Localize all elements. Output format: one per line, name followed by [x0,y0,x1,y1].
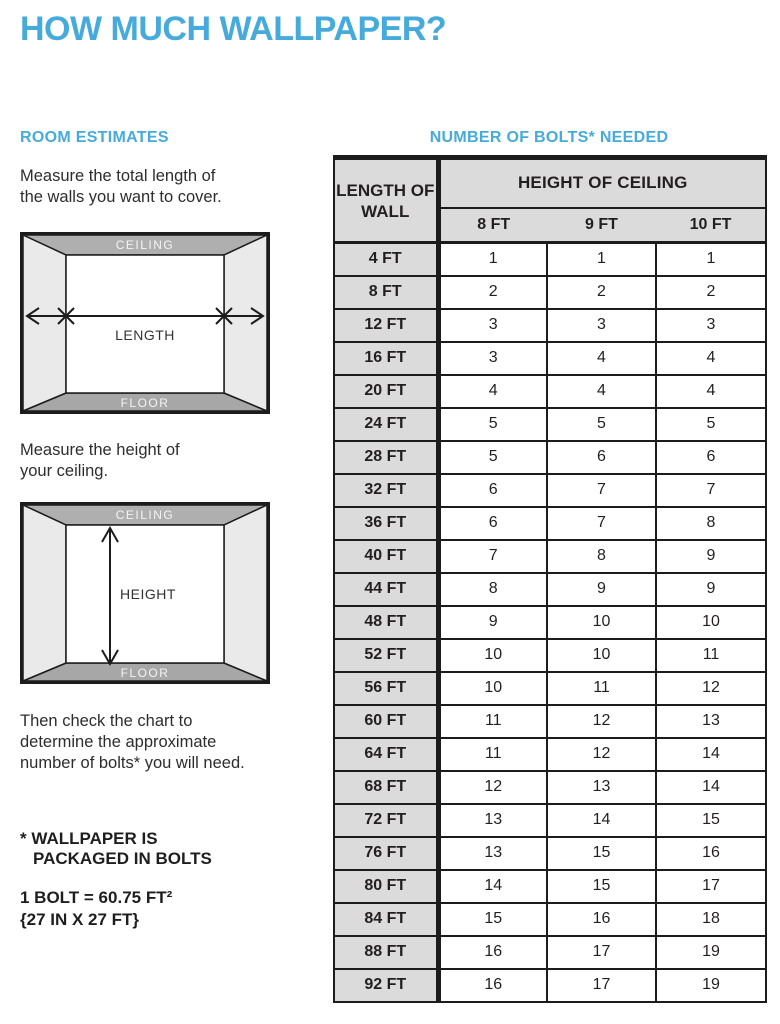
bolts-value-cell: 7 [547,507,656,540]
column-header-8ft: 8 FT [438,208,547,243]
bolts-value-cell: 11 [438,738,547,771]
step-text-line: Measure the total length of [20,167,216,185]
table-row [334,870,766,903]
wall-length-cell: 80 FT [334,870,438,903]
bolts-value-cell: 16 [656,837,766,870]
table-row [334,738,766,771]
table-row [334,342,766,375]
bolts-value-cell: 13 [547,771,656,804]
bolts-value-cell: 1 [656,243,766,276]
wall-length-cell: 56 FT [334,672,438,705]
table-row [334,573,766,606]
wall-length-cell: 12 FT [334,309,438,342]
column-header-9ft: 9 FT [547,208,656,243]
bolts-value-cell: 18 [656,903,766,936]
bolts-value-cell: 13 [438,837,547,870]
bolts-value-cell: 7 [438,540,547,573]
bolts-value-cell: 17 [547,936,656,969]
table-row [334,606,766,639]
footnote-line: * WALLPAPER IS [20,829,158,848]
wallpaper-bolts-footnote [20,829,212,869]
bolts-value-cell: 1 [438,243,547,276]
bolts-value-cell: 16 [438,969,547,1002]
bolts-needed-table [333,155,767,1003]
table-row [334,936,766,969]
bolts-value-cell: 9 [438,606,547,639]
right-wall [224,505,267,681]
wall-length-cell: 64 FT [334,738,438,771]
bolts-value-cell: 9 [656,573,766,606]
bolts-value-cell: 3 [547,309,656,342]
floor-label: FLOOR [120,666,170,680]
bolts-value-cell: 5 [656,408,766,441]
table-row [334,243,766,276]
bolts-value-cell: 4 [656,342,766,375]
bolts-value-cell: 10 [656,606,766,639]
bolts-value-cell: 3 [438,309,547,342]
bolts-value-cell: 12 [547,738,656,771]
table-row [334,672,766,705]
bolts-value-cell: 5 [547,408,656,441]
table-row [334,639,766,672]
wall-length-cell: 72 FT [334,804,438,837]
bolts-value-cell: 7 [656,474,766,507]
bolts-value-cell: 12 [547,705,656,738]
bolts-value-cell: 5 [438,408,547,441]
ceiling-height-group-header: HEIGHT OF CEILING [438,158,766,208]
bolts-value-cell: 7 [547,474,656,507]
bolts-value-cell: 6 [438,507,547,540]
bolts-needed-heading: NUMBER OF BOLTS* NEEDED [429,129,669,146]
bolts-value-cell: 2 [547,276,656,309]
table-row [334,804,766,837]
bolt-size-info [20,887,172,931]
bolts-value-cell: 10 [547,639,656,672]
bolts-value-cell: 16 [547,903,656,936]
step-check-chart-text [20,711,245,774]
table-row [334,309,766,342]
bolt-equation: 1 BOLT = 60.75 FT² [20,888,173,907]
wall-length-cell: 8 FT [334,276,438,309]
table-row [334,903,766,936]
bolts-value-cell: 3 [656,309,766,342]
bolts-value-cell: 8 [656,507,766,540]
bolts-value-cell: 10 [547,606,656,639]
bolts-value-cell: 19 [656,936,766,969]
bolts-value-cell: 15 [547,870,656,903]
table-row [334,276,766,309]
bolts-value-cell: 11 [547,672,656,705]
table-row [334,408,766,441]
wall-length-cell: 84 FT [334,903,438,936]
bolts-value-cell: 15 [438,903,547,936]
wall-length-cell: 24 FT [334,408,438,441]
wall-length-cell: 16 FT [334,342,438,375]
column-header-10ft: 10 FT [656,208,766,243]
wall-length-cell: 92 FT [334,969,438,1002]
bolts-value-cell: 17 [656,870,766,903]
table-header-row [334,158,766,208]
bolts-value-cell: 19 [656,969,766,1002]
bolts-value-cell: 16 [438,936,547,969]
bolts-value-cell: 14 [438,870,547,903]
floor-label: FLOOR [120,396,170,410]
bolts-value-cell: 6 [547,441,656,474]
bolts-value-cell: 9 [547,573,656,606]
table-row [334,771,766,804]
ceiling-label: CEILING [115,238,175,252]
bolts-value-cell: 8 [547,540,656,573]
table-row [334,441,766,474]
wall-length-cell: 48 FT [334,606,438,639]
bolts-value-cell: 2 [438,276,547,309]
bolts-value-cell: 9 [656,540,766,573]
bolts-value-cell: 14 [547,804,656,837]
bolts-value-cell: 4 [656,375,766,408]
table-row [334,540,766,573]
bolts-value-cell: 5 [438,441,547,474]
step-text-line: number of bolts* you will need. [20,754,245,772]
back-wall [66,255,224,393]
room-length-diagram [20,232,270,414]
length-label: LENGTH [115,327,175,343]
step-text-line: Then check the chart to [20,712,193,730]
wall-length-column-header: LENGTH OF WALL [334,158,438,243]
bolts-value-cell: 2 [656,276,766,309]
wall-length-cell: 36 FT [334,507,438,540]
height-label: HEIGHT [120,586,176,602]
wall-length-cell: 88 FT [334,936,438,969]
bolts-value-cell: 11 [438,705,547,738]
wall-length-cell: 68 FT [334,771,438,804]
bolts-value-cell: 6 [656,441,766,474]
bolts-value-cell: 14 [656,738,766,771]
bolts-value-cell: 10 [438,672,547,705]
wall-length-cell: 76 FT [334,837,438,870]
bolt-dimensions: {27 IN X 27 FT} [20,910,140,929]
bolts-value-cell: 15 [656,804,766,837]
wall-length-cell: 28 FT [334,441,438,474]
bolts-value-cell: 13 [438,804,547,837]
step-text-line: determine the approximate [20,733,217,751]
ceiling-label: CEILING [115,508,175,522]
footnote-line: PACKAGED IN BOLTS [33,849,212,868]
bolts-value-cell: 4 [547,375,656,408]
table-row [334,507,766,540]
bolts-value-cell: 13 [656,705,766,738]
wall-length-cell: 44 FT [334,573,438,606]
bolts-value-cell: 15 [547,837,656,870]
table-row [334,375,766,408]
bolts-value-cell: 4 [547,342,656,375]
table-row [334,705,766,738]
table-row [334,474,766,507]
bolts-value-cell: 10 [438,639,547,672]
step-text-line: your ceiling. [20,462,109,480]
step-text-line: Measure the height of [20,441,180,459]
left-wall [23,505,66,681]
wall-length-cell: 32 FT [334,474,438,507]
step-measure-height-text [20,440,180,482]
wall-length-cell: 40 FT [334,540,438,573]
bolts-value-cell: 4 [438,375,547,408]
table-row [334,969,766,1002]
bolts-value-cell: 8 [438,573,547,606]
step-measure-length-text [20,166,222,208]
bolts-value-cell: 17 [547,969,656,1002]
bolts-value-cell: 11 [656,639,766,672]
room-height-diagram [20,502,270,684]
wall-length-cell: 60 FT [334,705,438,738]
bolts-value-cell: 14 [656,771,766,804]
room-estimates-heading: ROOM ESTIMATES [20,129,169,146]
step-text-line: the walls you want to cover. [20,188,222,206]
page-title: HOW MUCH WALLPAPER? [20,10,447,48]
bolts-value-cell: 6 [438,474,547,507]
table-row [334,837,766,870]
wall-length-cell: 52 FT [334,639,438,672]
bolts-value-cell: 12 [438,771,547,804]
wall-length-cell: 4 FT [334,243,438,276]
bolts-value-cell: 3 [438,342,547,375]
bolts-value-cell: 1 [547,243,656,276]
bolts-value-cell: 12 [656,672,766,705]
wall-length-cell: 20 FT [334,375,438,408]
